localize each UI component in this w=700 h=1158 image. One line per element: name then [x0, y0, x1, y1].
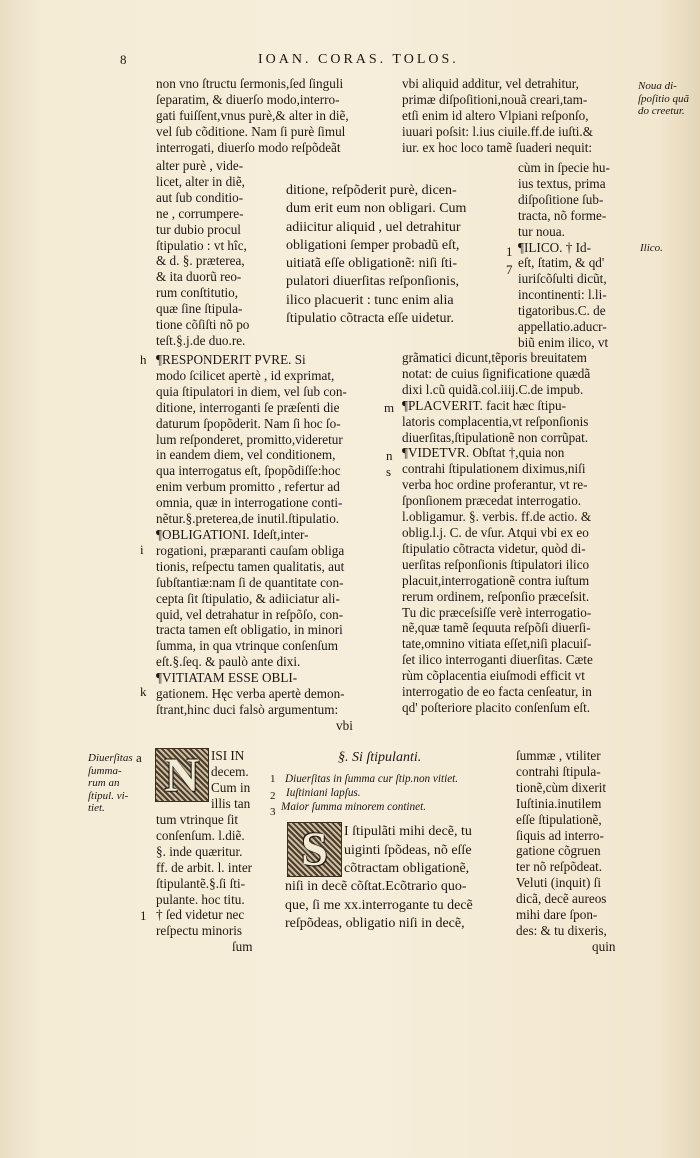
center-main-text: ditione, reſpõderit purè, dicen- dum erit eum non obligari. Cum adiicitur aliquid , uel detrahitur obligationi ſemper probadũ eſt, uitiatã eſſe obligationẽ: niſi ſti- pulatori diuerſitas reſponſionis, ilico placuerit : tunc enim alia ſtipulatio cõtracta eſſe uidetur. — [286, 183, 467, 327]
margin-note-diversitas: Diuerſitas ſumma- rum an ſtipul. vi- tiet. — [88, 752, 133, 814]
marker-i: i — [140, 542, 144, 557]
right-commentary: grãmatici dicunt,tẽporis breuitatem notat: de cuius ſignificatione quædã dixi l.cũ quidã.col.iiij.C.de impub. ¶PLACVERIT. facit hæc ſtipu- latoris complacentia,vt reſponſionis diuerſitas,ſtipulationẽ non corrũpat. ¶VIDETVR. Obſtat †,quia non contrahi ſtipulationem diximus,niſi verba hoc ordine proferantur, vt re- ſponſionem præcedat interrogatio. l.obligamur. §. verbis. ff.de actio. & oblig.l.j. C. de vſur. Atqui vbi ex eo ſtipulatio cõtracta videtur, quòd di- uerſitas reſponſionis ſtipulatori ilico placuit,interrogationẽ contra iuſtum rerum ordinem, reſponſio præceſsit. Tu dic præceſsiſſe verè interrogatio- nẽ,quæ tamẽ ſequuta reſpõſi diuerſi- tate,omnino vitiata eſſet,niſi placuiſ- ſet ilico interroganti diuerſitas. Cæte rùm cõplacentia eiuſmodi efficit vt interrogatio de eo facta cenſeatur, in qd' poſteriore placito conſenſum eſt. — [402, 350, 593, 715]
margin-note-nova-dispositio: Noua di- ſpoſitio quã do creetur. — [638, 80, 690, 117]
bottom-right-text: ſummæ , vtiliter contrahi ſtipula- tionẽ,cùm dixerit Iuſtinia.inutilem eſſe ſtipulationẽ, ſiquis ad interro- gatione cõgruen ter nõ reſpõdeat. Veluti (inquit) ſi dicã, decẽ aureos mihi dare ſpon- des: & tu dixeris, quin — [516, 748, 616, 954]
bottom-center-text: niſi in decẽ cõſtat.Ecõtrario quo- que, ſi me xx.interrogante tu decẽ reſpõdeas, obligatio niſi in decẽ, — [285, 879, 473, 931]
narrow-left-text: alter purè , vide- licet, alter in diẽ, aut ſub conditio- ne , corrumpere- tur dubio procul ſtipulatio : vt hîc, & d. §. præterea, & ita duorũ reo- rum conſtitutio, quæ ſine ſtipula- tione cõſiſti nõ po teſt.§.j.de duo.re. — [156, 158, 250, 348]
marker-s: s — [386, 464, 392, 479]
summary-number-3: 3 — [270, 806, 276, 818]
marker-h: h — [140, 352, 147, 367]
marker-k: k — [140, 684, 147, 699]
summary-number-2: 2 — [270, 790, 276, 802]
margin-note-ilico: Ilico. — [640, 242, 663, 254]
summary-number-1: 1 — [270, 773, 276, 785]
decorated-initial-s: S — [287, 822, 342, 877]
decorated-initial-n: N — [155, 748, 209, 802]
bottom-left-text: tum vtrinque ſit conſenſum. l.diẽ. §. inde quæritur. ff. de arbit. l. inter ſtipulantẽ.§.ſi ſti- pulante. hoc titu. † ſed videtur nec reſpectu minoris ſum — [156, 812, 253, 955]
left-commentary: ¶RESPONDERIT PVRE. Si modo ſcilicet apertè , id exprimat, quia ſtipulatori in diem, vel ſub con- ditione, interroganti ſe præſenti die daturum ſpopõderit. Nam ſi hoc ſo- lum reſponderet, promitto,videretur in eandem diem, vel conditionem, qua interrogatus eſt, ſpopõdiſſe:hoc enim verbum promitto , refertur ad omnia, quæ in interrogatione conti- nẽtur.§.preterea,de inutil.ſtipulatio. ¶OBLIGATIONI. Ideſt,inter- rogationi, præparanti cauſam obliga tionis, reſpectu tamen qualitatis, aut ſubſtantiæ:nam ſi de quantitate con- cepta ſit ſtipulatio, & adiiciatur ali- quid, vel detrahatur in reſpõſo, con- tracta tamen eſt obligatio, in minori ſumma, in qua vtrinque conſenſum eſt.§.ſeq. & paulò ante dixi. ¶VITIATAM ESSE OBLI- gationem. Hęc verba apertè demon- ſtrant,hinc duci falsò argumentum: vbi — [156, 352, 353, 733]
page-number: 8 — [120, 52, 127, 67]
marker-a: a — [136, 750, 142, 765]
marker-n: n — [386, 448, 393, 463]
section-summaries: Diuerſitas in ſumma cur ſtip.non vitiet. Iuſtiniani lapſus. Maior ſumma minorem continet. — [281, 773, 459, 813]
bottom-left-top-text: ISI IN decem. Cum in illis tan — [211, 748, 251, 811]
marker-m: m — [384, 400, 395, 415]
right-narrow-text: cùm in ſpecie hu- ius textus, prima diſpoſitione ſub- tracta, nõ forme- tur noua. ¶ILICO. † Id- eſt, ſtatim, & qd' iuriſcõſulti dicũt, incontinenti: l.li- tigatoribus.C. de appellatio.aducr- biũ enim ilico, vt — [518, 160, 610, 350]
section-title: §. Si ſtipulanti. — [338, 750, 422, 765]
right-top-text: vbi aliquid additur, vel detrahitur, primæ diſpoſitioni,nouã creari,tam- etſi enim id altero Vlpiani reſponſo, iuuari poſsit: l.ius ciuile.ff.de iuſti.& iur. ex hoc loco tamẽ ſuaderi nequit: — [402, 76, 593, 155]
bottom-center-top-text: I ſtipulãti mihi decẽ, tu uiginti ſpõdeas, nõ eſſe cõtractam obligationẽ, — [344, 824, 472, 876]
marker-left-1: 1 — [140, 908, 147, 923]
marker-1: 1 — [506, 244, 513, 259]
running-title: IOAN. CORAS. TOLOS. — [258, 52, 459, 67]
left-top-text: non vno ſtructu ſermonis,ſed ſinguli ſeparatim, & diuerſo modo,interro- gati fuiſſent,vnus purè,& alter in diẽ, vel ſub cõditione. Nam ſi purè ſimul interrogati, diuerſo modo reſpõdeãt — [156, 76, 349, 155]
marker-7: 7 — [506, 262, 513, 277]
